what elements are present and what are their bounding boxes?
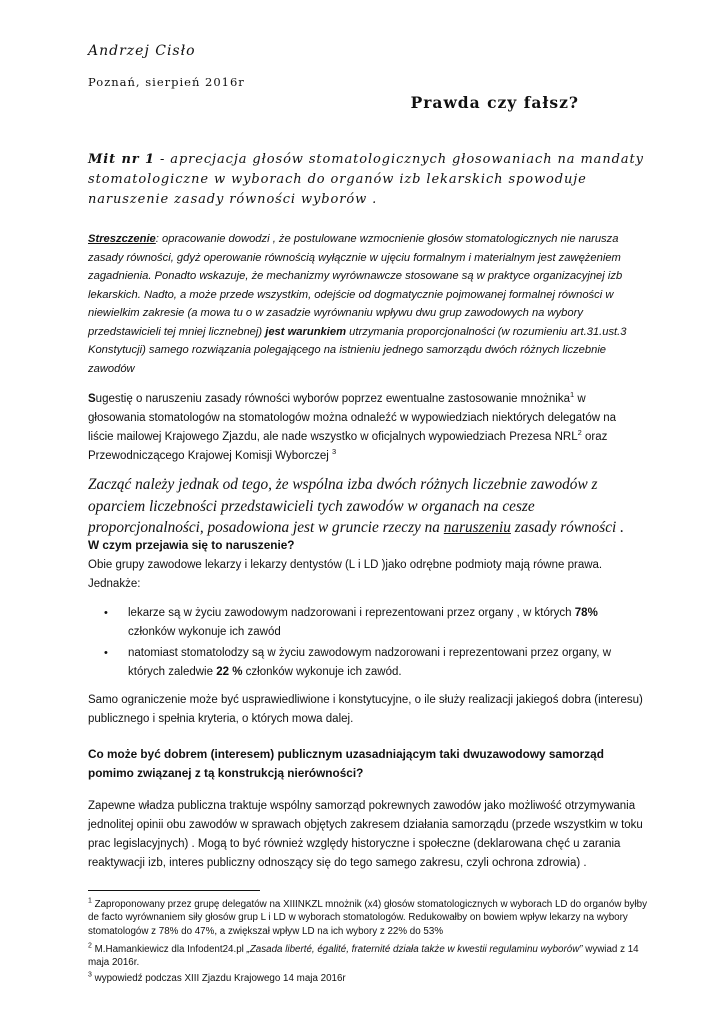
footnote-number: 2	[88, 942, 92, 950]
section-heading-public-interest: Co może być dobrem (interesem) publicznym uzasadniającym taki dwuzawodowy samorząd pomimo związanej z tą konstrukcją nierówności?	[88, 747, 604, 780]
section-heading-violation: W czym przejawia się to naruszenie?	[88, 538, 295, 552]
abstract-label: Streszczenie	[88, 233, 156, 245]
myth-label: Mit nr 1	[88, 152, 155, 167]
footnote-3	[88, 972, 648, 985]
footnote-ref-3[interactable]: 3	[332, 447, 337, 457]
abstract-text-1: : opracowanie dowodzi , że postulowane wzmocnienie głosów stomatologicznych nie narusza zasady równości, gdyż operowanie równością wyłącznie w ujęciu formalnym i materialnym jest zawężeniem zagadnienia. Ponadto wskazuje, że mechanizmy wyrównawcze stosowane są w praktyce organizacyjnej izb lekarskich. Nadto, a może przede wszystkim, odejście od dogmatycznie pojmowanej formalnej równości w niewielkim zakresie (a mowa tu o w zasadzie wyrównaniu wpływu dwu grup zawodowych na wybory przedstawicieli tej mniej licznebnej)	[88, 233, 623, 338]
footnote-separator	[88, 890, 260, 891]
abstract-bold: jest warunkiem	[265, 325, 347, 338]
drop-letter: S	[88, 393, 96, 405]
paragraph-text: w głosowania stomatologów na stomatologów można odnaleźć w wypowiedziach niektórych delegatów na liście mailowej Krajowego Zjazdu, ale nade wszystko w oficjalnych wypowiedziach Prezesa NRL	[88, 393, 617, 443]
footnote-text: wywiad z 14 maja 2016r.	[88, 944, 639, 969]
emphasis-text: Zacząć należy jednak od tego, że wspólna izba dwóch różnych liczebnie zawodów z oparciem liczebności przedstawicieli tych zawodów w organach na cesze proporcjonalności, posadowiona jest w gruncie rzeczy na	[88, 476, 598, 536]
percentage: 22 %	[216, 666, 243, 678]
place-date: Poznań, sierpień 2016r	[88, 75, 245, 89]
paragraph-text: ugestię o naruszeniu zasady równości wyborów poprzez ewentualne zastosowanie mnożnika	[95, 393, 570, 405]
section-intro: Obie grupy zawodowe lekarzy i lekarzy dentystów (L i LD )jako odrębne podmioty mają równe prawa. Jednakże:	[88, 559, 603, 590]
footnote-1	[88, 898, 648, 938]
myth-text: - aprecjacja głosów stomatologicznych głosowaniach na mandaty stomatologiczne w wyborach do organów izb lekarskich spowoduje naruszenie zasady równości wyborów .	[88, 152, 644, 207]
document-title: Prawda czy fałsz?	[410, 93, 579, 112]
section-text: Zapewne władza publiczna traktuje wspólny samorząd pokrewnych zawodów jako możliwość otrzymywania jednolitej opinii obu zawodów w sprawach objętych zakresem działania samorządu (przede wszystkim w toku prac legislacyjnych) . Mogą to być również względy historyczne i społeczne (deklarowana chęć u zarania reaktywacji izb, interes publiczny odnoszący się do tego samego zakresu, czyli ochrona zdrowia) .	[88, 800, 643, 869]
abstract	[88, 230, 644, 378]
bullet-icon: •	[104, 607, 108, 619]
author-name: Andrzej Cisło	[88, 43, 196, 59]
bullet-icon: •	[104, 647, 108, 659]
footnote-text: M.Hamankiewicz dla Infodent24.pl	[91, 944, 247, 955]
abstract-text-2: utrzymania proporcjonalności (w rozumieniu art.31.ust.3 Konstytucji) samego rozwiązania polegającego na istnieniu jednego samorządu dwóch różnych liczebnie zawodów	[88, 325, 627, 375]
paragraph-suggestion	[88, 390, 644, 466]
paragraph-text: oraz Przewodniczącego Krajowej Komisji Wyborczej	[88, 431, 608, 462]
footnote-2	[88, 943, 648, 970]
emphasis-paragraph	[88, 474, 652, 539]
footnote-text: Zaproponowany przez grupę delegatów na XIIINKZL mnożnik (x4) głosów stomatologicznych w wyborach LD do organów byłby de facto wyrównaniem siły głosów grup L i LD w wyborach stomatologów. Redukowałby on bowiem wpływ lekarzy na wybory stomatologów z 78% do 47%, a zwiększał wpływ LD na ich wybory z 22% do 53%	[88, 899, 647, 937]
list-item	[100, 644, 640, 682]
list-item	[100, 604, 640, 642]
bullet-list	[100, 604, 640, 682]
footnote-ref-1[interactable]: 1	[570, 390, 575, 400]
footnote-text: wypowiedź podczas XIII Zjazdu Krajowego 14 maja 2016r	[91, 973, 346, 984]
footnote-number: 3	[88, 971, 92, 979]
myth-statement	[88, 150, 648, 210]
percentage: 78%	[574, 607, 598, 619]
footnote-ref-2[interactable]: 2	[577, 428, 582, 438]
list-item-text: członków wykonuje ich zawód	[128, 626, 281, 638]
section-closing: Samo ograniczenie może być usprawiedliwione i konstytucyjne, o ile służy realizacji jakiegoś dobra (interesu) publicznego i spełnia kryteria, o których mowa dalej.	[88, 694, 643, 725]
emphasis-text: zasady równości .	[510, 519, 624, 536]
list-item-text: członków wykonuje ich zawód.	[242, 666, 402, 678]
footnote-number: 1	[88, 897, 92, 905]
list-item-text: lekarze są w życiu zawodowym nadzorowani i reprezentowani przez organy , w których	[128, 607, 575, 619]
emphasis-underlined: naruszeniu	[443, 519, 511, 536]
list-item-text: natomiast stomatolodzy są w życiu zawodowym nadzorowani i reprezentowani przez organy, w których zaledwie	[128, 647, 612, 678]
footnote-quote: „Zasada liberté, égalité, fraternité działa także w kwestii regulaminu wyborów”	[246, 944, 583, 955]
